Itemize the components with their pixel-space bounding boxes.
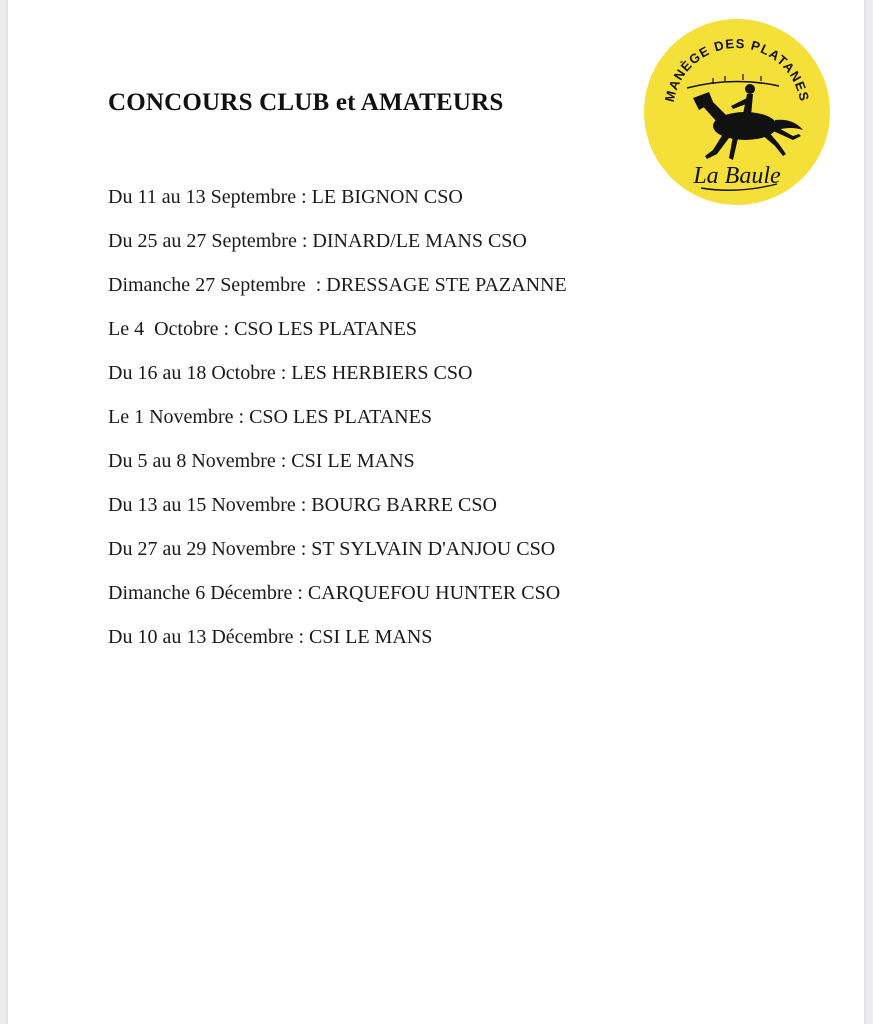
- document-page: [8, 0, 864, 1024]
- event-item: Du 13 au 15 Novembre : BOURG BARRE CSO: [108, 494, 497, 516]
- event-item: Du 27 au 29 Novembre : ST SYLVAIN D'ANJOU CSO: [108, 538, 556, 560]
- logo-graphic: [643, 18, 831, 206]
- event-item: Le 4 Octobre : CSO LES PLATANES: [108, 318, 417, 340]
- event-item: Du 16 au 18 Octobre : LES HERBIERS CSO: [108, 362, 473, 384]
- event-item: Du 10 au 13 Décembre : CSI LE MANS: [108, 626, 433, 648]
- page-title: CONCOURS CLUB et AMATEURS: [108, 89, 504, 116]
- event-item: Dimanche 6 Décembre : CARQUEFOU HUNTER CSO: [108, 582, 561, 604]
- logo-script-text: La Baule: [693, 163, 781, 189]
- logo-arc-textpath: MANÈGE DES PLATANES: [661, 35, 813, 104]
- club-logo: [643, 18, 831, 206]
- event-item: Le 1 Novembre : CSO LES PLATANES: [108, 406, 432, 428]
- event-item: Du 5 au 8 Novembre : CSI LE MANS: [108, 450, 415, 472]
- event-item: Du 11 au 13 Septembre : LE BIGNON CSO: [108, 186, 463, 208]
- event-list: [108, 182, 567, 666]
- event-item: Dimanche 27 Septembre : DRESSAGE STE PAZANNE: [108, 274, 567, 296]
- event-item: Du 25 au 27 Septembre : DINARD/LE MANS CSO: [108, 230, 527, 252]
